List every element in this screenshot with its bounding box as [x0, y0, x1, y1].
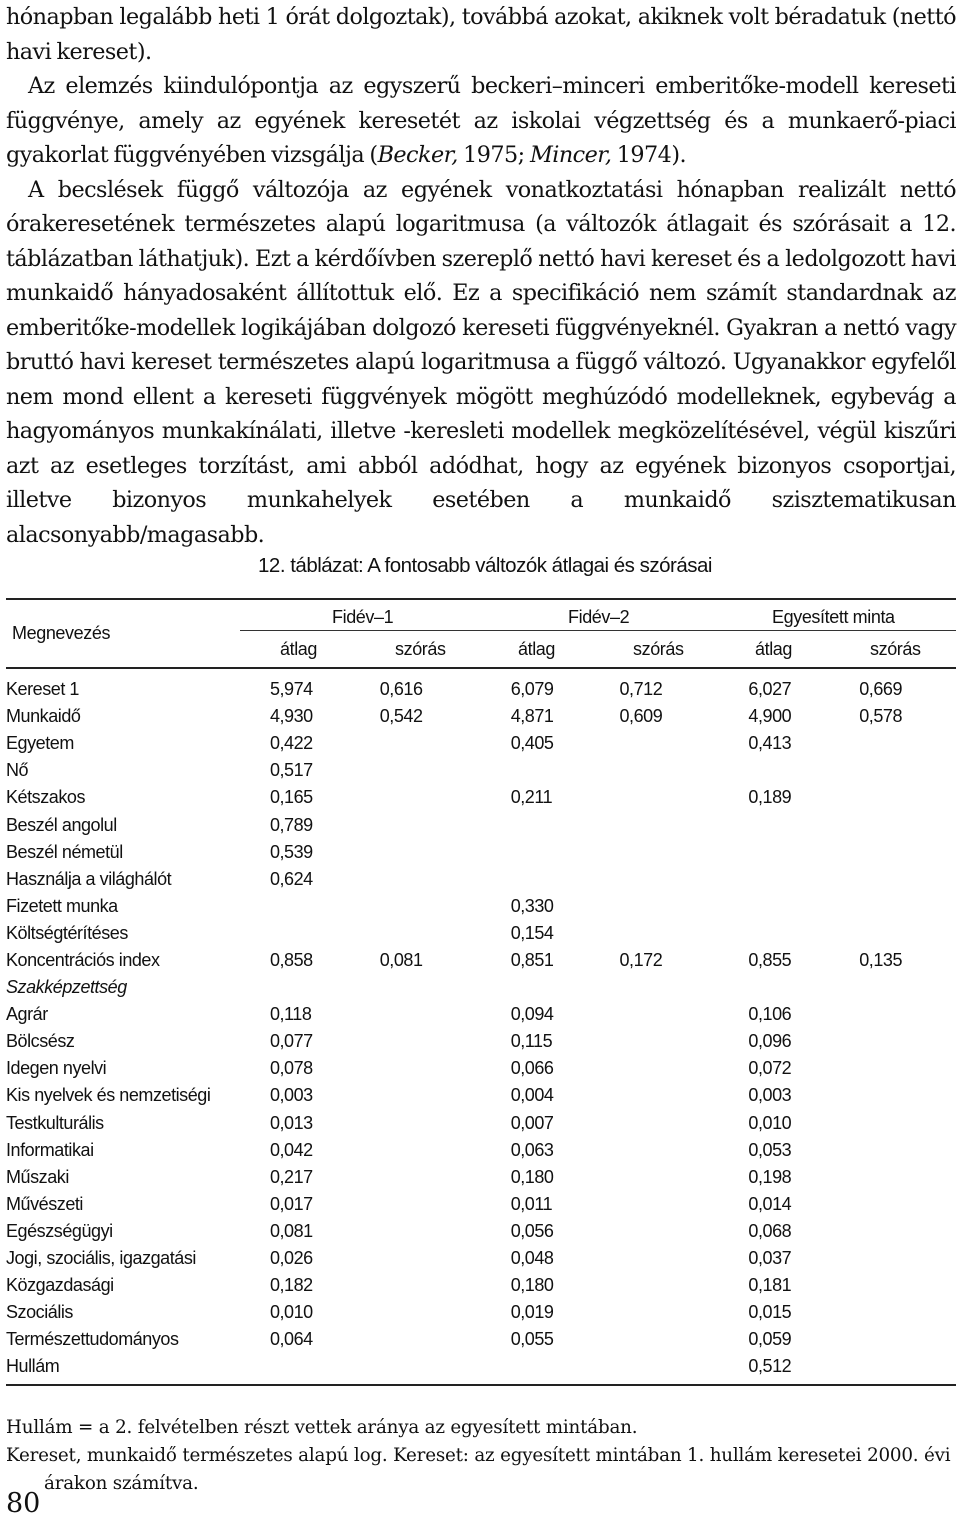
- table-cell: 0,405: [510, 733, 554, 754]
- table-cell: [748, 866, 859, 893]
- table-cell: [619, 1191, 748, 1218]
- table-cell: [619, 1110, 748, 1137]
- table-cell: [380, 1055, 511, 1082]
- table-cell: [859, 974, 956, 1001]
- table-row: [6, 839, 956, 866]
- table-cell: 0,003: [748, 1085, 792, 1106]
- row-label: Egészségügyi: [6, 1220, 113, 1241]
- table-cell: [859, 1055, 956, 1082]
- table-cell: [619, 1001, 748, 1028]
- group-header-rule: [240, 630, 956, 631]
- table-cell: 0,189: [748, 787, 792, 808]
- table-cell: 0,106: [748, 1004, 792, 1025]
- table-row: [6, 1299, 956, 1326]
- subheader-szoras-1: szórás: [395, 639, 446, 659]
- table-cell: [619, 839, 748, 866]
- row-label: Műszaki: [6, 1166, 69, 1187]
- table-cell: 0,015: [748, 1302, 792, 1323]
- table-cell: 0,165: [269, 787, 313, 808]
- table-cell: 0,003: [269, 1085, 313, 1106]
- row-label: Idegen nyelvi: [6, 1058, 107, 1079]
- row-label: Jogi, szociális, igazgatási: [6, 1248, 196, 1269]
- table-cell: [511, 974, 620, 1001]
- table-bottom-rule: [6, 1384, 956, 1386]
- table-cell: 5,974: [269, 679, 313, 700]
- table-cell: [619, 1326, 748, 1353]
- group-header-egyesitett: Egyesített minta: [772, 607, 895, 627]
- table-cell: [511, 757, 620, 784]
- table-cell: 0,115: [510, 1031, 553, 1052]
- table-cell: 0,118: [269, 1004, 312, 1025]
- table-cell: [380, 920, 511, 947]
- table-cell: [619, 920, 748, 947]
- row-label: Természettudományos: [6, 1329, 179, 1350]
- table-row: [6, 893, 956, 920]
- table-row: [6, 1353, 956, 1380]
- table-cell: [619, 730, 748, 757]
- table-cell: [619, 1082, 748, 1109]
- table-cell: 6,079: [510, 679, 554, 700]
- row-label: Koncentrációs index: [6, 949, 160, 970]
- table-cell: [380, 1028, 511, 1055]
- subheader-atlag-1: átlag: [280, 639, 318, 659]
- table-row: [6, 730, 956, 757]
- table-row: [6, 1164, 956, 1191]
- table-cell: [859, 1353, 956, 1380]
- table-cell: 0,056: [510, 1220, 554, 1241]
- paragraph-2-text: Az elemzés kiindulópontja az egyszerű beckeri–minceri emberitőke-modell kereseti függvénye, amely az egyének keresetét az iskolai végzettség és a munkaerő-piaci gyakorlat függvényében vizsgálja (: [6, 73, 956, 168]
- table-cell: 0,609: [619, 706, 663, 727]
- table-cell: [859, 1272, 956, 1299]
- table-cell: 0,182: [269, 1275, 313, 1296]
- note-hullam: Hullám = a 2. felvételben részt vettek aránya az egyesített mintában.: [6, 1417, 638, 1438]
- table-cell: 0,053: [748, 1139, 792, 1160]
- table-cell: [859, 811, 956, 838]
- table-cell: [380, 730, 511, 757]
- row-label: Közgazdasági: [6, 1275, 114, 1296]
- table-cell: 0,010: [748, 1112, 792, 1133]
- table-cell: 4,900: [748, 706, 792, 727]
- table-cell: 0,172: [619, 949, 663, 970]
- table-cell: 0,011: [510, 1193, 553, 1214]
- table-row: [6, 1110, 956, 1137]
- row-label: Hullám: [6, 1356, 60, 1377]
- table-cell: [270, 974, 380, 1001]
- table-cell: [270, 1353, 380, 1380]
- table-cell: [859, 893, 956, 920]
- table-cell: [619, 1299, 748, 1326]
- paragraph-3: A becslések függő változója az egyének vonatkoztatási hónapban realizált nettó órakeresetének természetes alapú logaritmusa (a változók átlagait és szórásait a 12. táblázatban láthatjuk). Ezt a kérdőívben szereplő nettó havi kereset és a ledolgozott havi munkaidő hányadosaként állítottuk elő. Ez a specifikáció nem számít standardnak az emberitőke-modellek logikájában dolgozó kereseti függvényeknél. Gyakran a nettó vagy bruttó havi kereset természetes alapú logaritmusa a függő változó. Ugyanakkor egyfelől nem mond ellent a kereseti függvények mögött meghúzódó modelleknek, egybevág a hagyományos munkakínálati, illetve -keresleti modellek megközelítésével, végül kiszűri azt az esetleges torzítást, ami abból adódhat, hogy az egyének bizonyos csoportjai, illetve bizonyos munkahelyek esetében a munkaidő szisztematikusan alacsonyabb/magasabb.: [6, 176, 956, 548]
- row-label: Beszél németül: [6, 841, 123, 862]
- table-cell: 0,007: [510, 1112, 554, 1133]
- table-cell: [859, 1028, 956, 1055]
- table-cell: [748, 757, 859, 784]
- table-cell: [619, 784, 748, 811]
- table-cell: 0,037: [748, 1248, 792, 1269]
- table-cell: 0,181: [748, 1275, 792, 1296]
- row-label: Költségtérítéses: [6, 922, 128, 943]
- row-label: Szakképzettség: [6, 977, 127, 998]
- table-cell: [380, 1001, 511, 1028]
- table-top-rule: [6, 598, 956, 600]
- group-header-fidev1: Fidév–1: [332, 607, 394, 627]
- table-cell: [380, 974, 511, 1001]
- table-cell: [619, 866, 748, 893]
- table-cell: [380, 1218, 511, 1245]
- table-cell: [380, 1164, 511, 1191]
- row-label: Beszél angolul: [6, 814, 117, 835]
- table-cell: 0,330: [510, 895, 554, 916]
- table-row: [6, 1001, 956, 1028]
- table-cell: 0,068: [748, 1220, 792, 1241]
- table-cell: [511, 1353, 620, 1380]
- table-row: [6, 1028, 956, 1055]
- table-cell: 0,789: [269, 814, 313, 835]
- group-header-fidev2: Fidév–2: [568, 607, 630, 627]
- table-row: [6, 1218, 956, 1245]
- table-row: [6, 784, 956, 811]
- table-cell: [859, 1245, 956, 1272]
- table-cell: 0,096: [748, 1031, 792, 1052]
- table-cell: [619, 1055, 748, 1082]
- table-cell: [619, 811, 748, 838]
- table-cell: [859, 866, 956, 893]
- table-cell: 0,004: [510, 1085, 554, 1106]
- table-cell: [859, 784, 956, 811]
- table-cell: [511, 866, 620, 893]
- table-row: [6, 811, 956, 838]
- table-cell: 0,712: [619, 679, 663, 700]
- citation-becker-year: 1975;: [457, 142, 530, 168]
- table-cell: [270, 920, 380, 947]
- table-cell: [380, 1245, 511, 1272]
- table-cell: [619, 974, 748, 1001]
- table-cell: 0,855: [748, 949, 792, 970]
- subheader-atlag-3: átlag: [755, 639, 793, 659]
- table-cell: 0,135: [859, 949, 903, 970]
- table-row: [6, 947, 956, 974]
- table-cell: [619, 1218, 748, 1245]
- table-row: [6, 1055, 956, 1082]
- table-cell: 0,539: [269, 841, 313, 862]
- table-cell: 0,180: [510, 1275, 554, 1296]
- table-cell: 0,180: [510, 1166, 554, 1187]
- table-row: [6, 1326, 956, 1353]
- table-notes: [6, 1414, 956, 1498]
- table-cell: 0,013: [269, 1112, 313, 1133]
- table-cell: [859, 1191, 956, 1218]
- table-cell: 0,616: [379, 679, 423, 700]
- table-cell: 0,055: [510, 1329, 554, 1350]
- table-cell: [619, 1164, 748, 1191]
- table-cell: [380, 1191, 511, 1218]
- note-kereset: Kereset, munkaidő természetes alapú log. Kereset: az egyesített mintában 1. hullám keresetei 2000. évi árakon számítva.: [6, 1445, 951, 1494]
- table-cell: [859, 1326, 956, 1353]
- table-cell: [859, 730, 956, 757]
- table-row: [6, 703, 956, 730]
- table-cell: 0,858: [269, 949, 313, 970]
- table-cell: [511, 839, 620, 866]
- table-cell: [511, 811, 620, 838]
- table-cell: 0,851: [510, 949, 554, 970]
- table-cell: [859, 1137, 956, 1164]
- table-cell: 0,512: [748, 1356, 792, 1377]
- row-label: Informatikai: [6, 1139, 94, 1160]
- table-caption-text: 12. táblázat: A fontosabb változók átlagai és szórásai: [258, 554, 712, 577]
- row-label: Használja a világhálót: [6, 868, 172, 889]
- table-cell: 0,517: [269, 760, 313, 781]
- table-cell: 0,026: [269, 1248, 313, 1269]
- table-cell: [859, 757, 956, 784]
- table-cell: [380, 839, 511, 866]
- table-cell: [859, 1299, 956, 1326]
- table-cell: [859, 1001, 956, 1028]
- row-label: Kis nyelvek és nemzetiségi: [6, 1085, 211, 1106]
- table-cell: [380, 811, 511, 838]
- table-cell: [859, 920, 956, 947]
- paragraph-2: [6, 69, 956, 173]
- table-cell: [859, 1082, 956, 1109]
- subheader-szoras-2: szórás: [633, 639, 684, 659]
- citation-mincer: Mincer,: [529, 142, 612, 168]
- table-cell: 0,154: [510, 922, 554, 943]
- subheader-szoras-3: szórás: [870, 639, 921, 659]
- table-cell: 0,542: [379, 706, 423, 727]
- table-cell: 0,077: [269, 1031, 313, 1052]
- table-cell: [380, 1353, 511, 1380]
- page-number: 80: [6, 1488, 41, 1519]
- table-cell: [380, 784, 511, 811]
- table-row: [6, 1272, 956, 1299]
- table-cell: [619, 1272, 748, 1299]
- table-cell: 0,064: [269, 1329, 313, 1350]
- table-cell: [748, 893, 859, 920]
- table-cell: [619, 1028, 748, 1055]
- table-cell: [748, 839, 859, 866]
- citation-mincer-year: 1974).: [611, 142, 687, 168]
- table-cell: 0,198: [748, 1166, 792, 1187]
- table-cell: 0,014: [748, 1193, 792, 1214]
- table-cell: 0,063: [510, 1139, 554, 1160]
- table-cell: [748, 811, 859, 838]
- table-cell: 0,094: [510, 1004, 554, 1025]
- table-cell: [380, 1082, 511, 1109]
- table-cell: [619, 893, 748, 920]
- table-cell: 0,413: [748, 733, 792, 754]
- table-cell: [619, 1353, 748, 1380]
- table-cell: [380, 1326, 511, 1353]
- row-label: Agrár: [6, 1004, 48, 1025]
- table-cell: 0,048: [510, 1248, 554, 1269]
- table-cell: 0,078: [269, 1058, 313, 1079]
- table-cell: [619, 757, 748, 784]
- table-row: [6, 920, 956, 947]
- citation-becker: Becker,: [377, 142, 458, 168]
- table-cell: 0,624: [269, 868, 313, 889]
- row-label: Testkulturális: [6, 1112, 104, 1133]
- table-cell: 0,217: [269, 1166, 313, 1187]
- table-row: [6, 1191, 956, 1218]
- table-cell: [380, 757, 511, 784]
- table-row: [6, 974, 956, 1001]
- table-cell: [380, 893, 511, 920]
- table-row: [6, 1082, 956, 1109]
- table-cell: 0,081: [379, 949, 423, 970]
- table-header-rule: [6, 667, 956, 669]
- table-cell: 0,017: [269, 1193, 313, 1214]
- row-header: Megnevezés: [12, 623, 111, 643]
- table-cell: 0,042: [269, 1139, 313, 1160]
- table-cell: 0,578: [859, 706, 903, 727]
- row-label: Bölcsész: [6, 1031, 75, 1052]
- paragraph-1: hónapban legalább heti 1 órát dolgoztak), továbbá azokat, akiknek volt béradatuk (nettó havi kereset).: [6, 4, 956, 65]
- table-cell: 4,871: [510, 706, 554, 727]
- row-label: Fizetett munka: [6, 895, 118, 916]
- row-label: Nő: [6, 760, 29, 781]
- table-cell: [619, 1245, 748, 1272]
- row-label: Művészeti: [6, 1193, 83, 1214]
- row-label: Kétszakos: [6, 787, 85, 808]
- table-cell: 6,027: [748, 679, 792, 700]
- table-cell: [380, 1299, 511, 1326]
- row-label: Munkaidő: [6, 706, 81, 727]
- table-cell: [270, 893, 380, 920]
- table-row: [6, 757, 956, 784]
- table-cell: [380, 1110, 511, 1137]
- table-cell: [859, 1218, 956, 1245]
- table-cell: [380, 1137, 511, 1164]
- row-label: Egyetem: [6, 733, 74, 754]
- table-row: [6, 866, 956, 893]
- table-cell: 0,059: [748, 1329, 792, 1350]
- table-cell: [748, 920, 859, 947]
- table-row: [6, 1245, 956, 1272]
- table-row: [6, 1137, 956, 1164]
- table-cell: 0,010: [269, 1302, 313, 1323]
- subheader-atlag-2: átlag: [518, 639, 556, 659]
- table-cell: [380, 866, 511, 893]
- row-label: Kereset 1: [6, 679, 79, 700]
- table-cell: 0,081: [269, 1220, 313, 1241]
- table-cell: [380, 1272, 511, 1299]
- table-cell: 0,066: [510, 1058, 554, 1079]
- table-cell: [748, 974, 859, 1001]
- table-cell: [859, 1110, 956, 1137]
- table-cell: 0,211: [510, 787, 553, 808]
- table-cell: 4,930: [269, 706, 313, 727]
- data-table: [6, 676, 956, 1380]
- table-caption: [0, 554, 960, 578]
- table-cell: 0,422: [269, 733, 313, 754]
- table-cell: 0,669: [859, 679, 903, 700]
- body-text: [6, 0, 956, 552]
- table-cell: 0,072: [748, 1058, 792, 1079]
- table-cell: [619, 1137, 748, 1164]
- row-label: Szociális: [6, 1302, 73, 1323]
- data-table-body: [6, 676, 956, 1380]
- table-cell: [859, 1164, 956, 1191]
- table-cell: [859, 839, 956, 866]
- table-cell: 0,019: [510, 1302, 554, 1323]
- table-row: [6, 676, 956, 703]
